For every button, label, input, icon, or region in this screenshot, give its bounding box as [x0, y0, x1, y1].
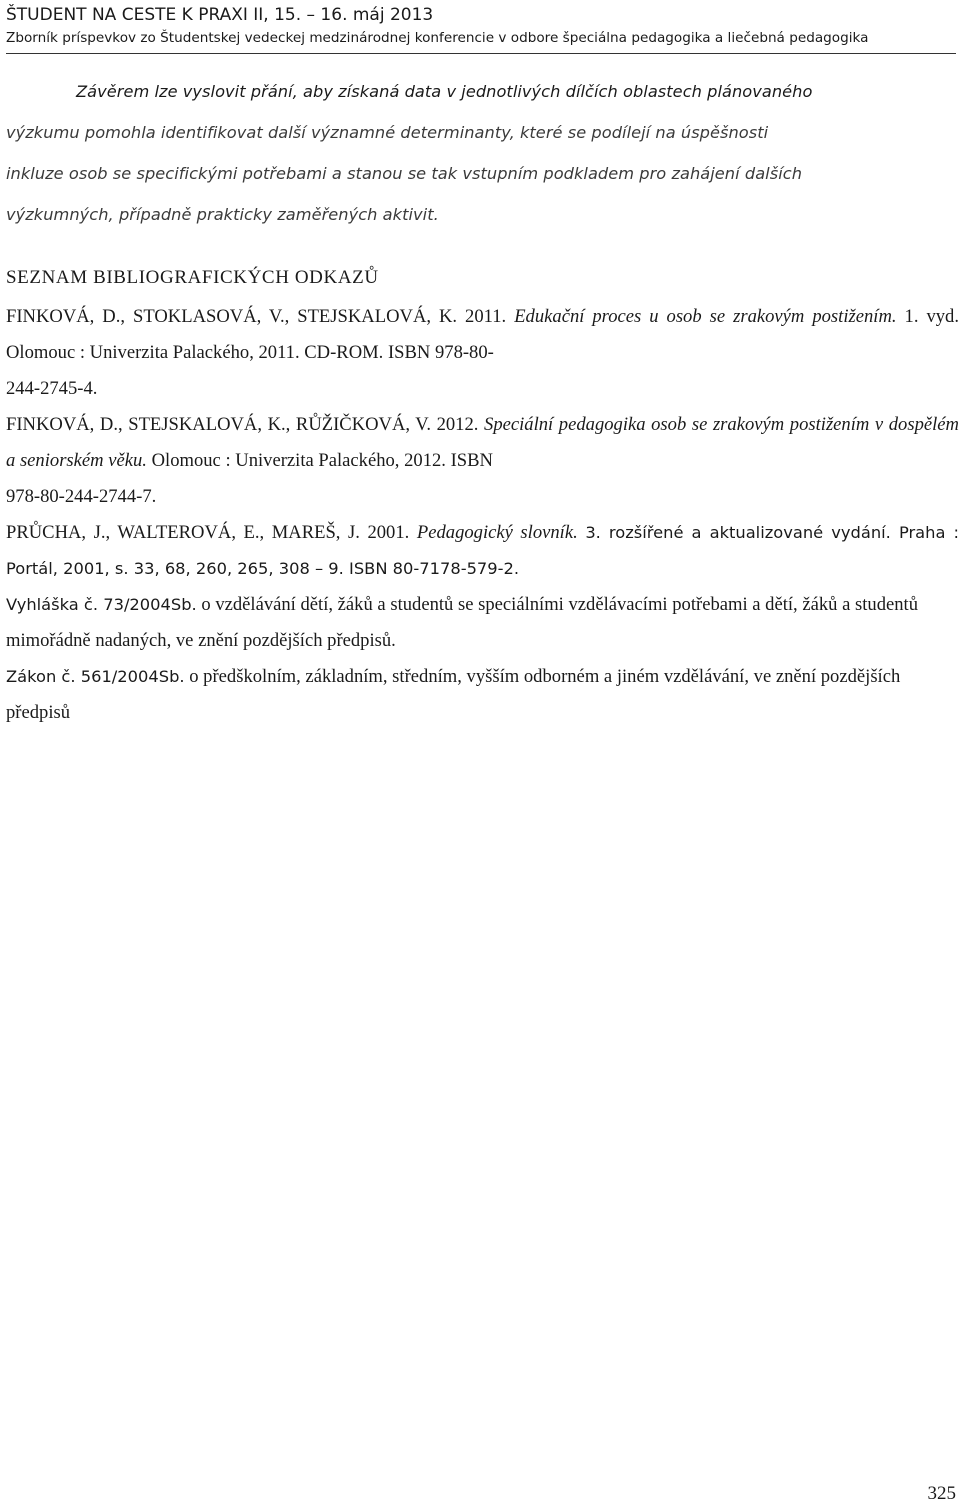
running-header — [6, 4, 956, 54]
conclusion-line: inkluze osob se specifickými potřebami a stanou se tak vstupním podkladem pro zahájení dalších — [6, 164, 802, 183]
page-number: 325 — [927, 1483, 956, 1504]
reference-publication: 3. rozšířené a aktualizované vydání. Praha : Portál, 2001, s. 33, 68, 260, 265, 308 – 9. ISBN 80-7178-579-2. — [6, 523, 960, 578]
legislation-title: o vzdělávání dětí, žáků a studentů se speciálními vzdělávacími potřebami a dětí, žáků a studentů mimořádně nadaných, ve znění pozdějších předpisů. — [6, 594, 919, 651]
conclusion-line: výzkumu pomohla identifikovat další významné determinanty, které se podílejí na úspěšnosti — [6, 123, 769, 142]
reference-item — [6, 515, 959, 587]
reference-publication: Olomouc : Univerzita Palackého, 2012. ISBN — [151, 450, 493, 471]
conclusion-line: výzkumných, případně prakticky zaměřených aktivit. — [6, 205, 439, 224]
proceedings-title: Zborník príspevkov zo Študentskej vedeckej medzinárodnej konferencie v odbore špeciálna pedagogika a liečebná pedagogika — [6, 30, 869, 46]
bibliography-heading: SEZNAM BIBLIOGRAFICKÝCH ODKAZŮ — [6, 267, 379, 288]
conclusion-paragraph — [6, 71, 959, 235]
conclusion-line: Závěrem lze vyslovit přání, aby získaná data v jednotlivých dílčích oblastech plánovaného — [76, 82, 813, 101]
reference-title: Edukační proces u osob se zrakovým postižením. — [514, 306, 897, 327]
reference-isbn-tail: 244-2745-4. — [6, 378, 98, 399]
page-body — [6, 71, 959, 731]
reference-authors: FINKOVÁ, D., STEJSKALOVÁ, K., RŮŽIČKOVÁ, V. 2012. — [6, 414, 479, 435]
header-divider — [6, 53, 956, 54]
legislation-number: Zákon č. 561/2004Sb. — [6, 667, 185, 686]
reference-item — [6, 659, 959, 731]
reference-title: Pedagogický slovník. — [416, 522, 578, 543]
legislation-number: Vyhláška č. 73/2004Sb. — [6, 595, 197, 614]
reference-isbn-tail: 978-80-244-2744-7. — [6, 486, 157, 507]
reference-title: Speciální pedagogika osob se zrakovým postižením v dospělém a seniorském věku. — [6, 414, 959, 471]
reference-publication: 1. vyd. Olomouc : Univerzita Palackého, 2011. CD-ROM. ISBN 978-80- — [6, 306, 959, 363]
reference-item — [6, 407, 959, 515]
legislation-title: o předškolním, základním, středním, vyšším odborném a jiném vzdělávání, ve znění pozdějších předpisů — [6, 666, 901, 723]
reference-authors: FINKOVÁ, D., STOKLASOVÁ, V., STEJSKALOVÁ, K. 2011. — [6, 306, 507, 327]
conference-title: ŠTUDENT NA CESTE K PRAXI II, 15. – 16. máj 2013 — [6, 5, 434, 25]
reference-item — [6, 587, 959, 659]
reference-authors: PRŮCHA, J., WALTEROVÁ, E., MAREŠ, J. 2001. — [6, 522, 410, 543]
reference-item — [6, 299, 959, 407]
